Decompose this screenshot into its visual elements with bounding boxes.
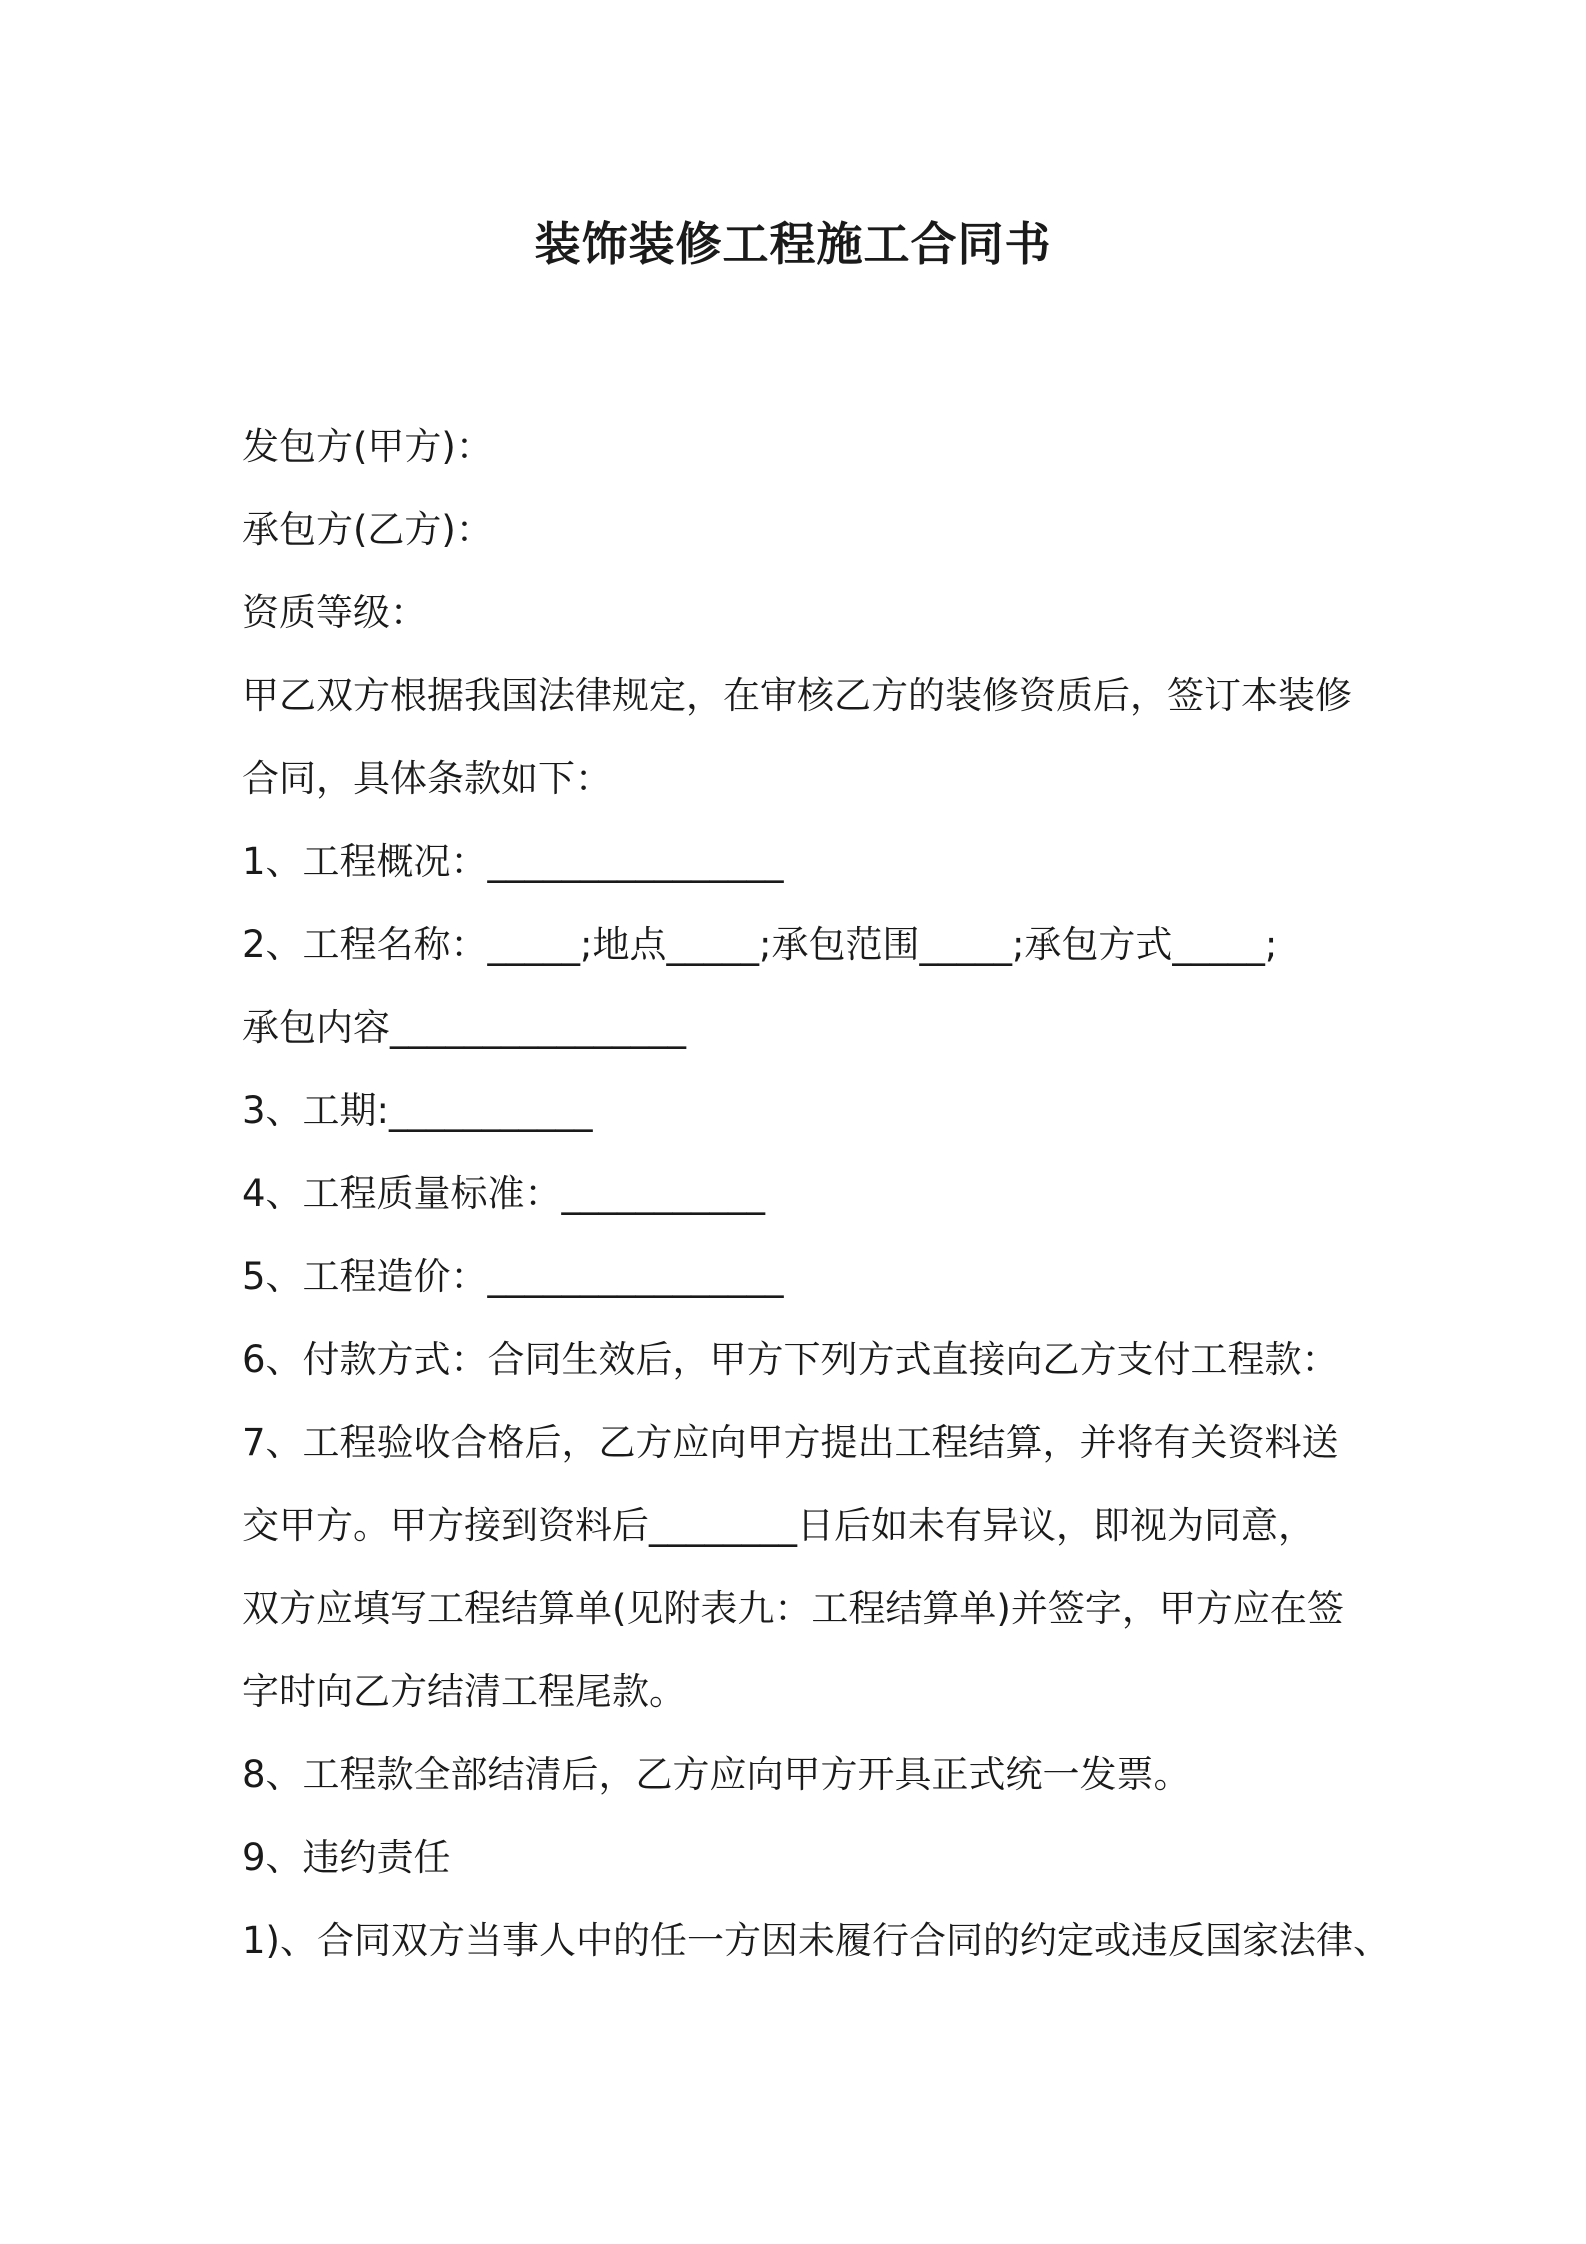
- clause-1-overview: 1、工程概况：________________: [242, 840, 784, 883]
- party-b-line: 承包方(乙方)：: [242, 508, 493, 551]
- clause-5-cost: 5、工程造价：________________: [242, 1255, 784, 1298]
- clause-4-quality-standard: 4、工程质量标准：___________: [242, 1172, 766, 1215]
- clause-2-project-name: 2、工程名称：_____;地点_____;承包范围_____;承包方式_____;: [242, 923, 1278, 966]
- clause-2-contract-content: 承包内容________________: [242, 1006, 686, 1049]
- clause-7-line-2: 交甲方。甲方接到资料后________日后如未有异议，即视为同意，: [242, 1504, 1315, 1547]
- clause-9-item-1: 1)、合同双方当事人中的任一方因未履行合同的约定或违反国家法律、: [242, 1919, 1390, 1962]
- clause-6-payment: 6、付款方式：合同生效后，甲方下列方式直接向乙方支付工程款：: [242, 1338, 1339, 1381]
- clause-3-duration: 3、工期:___________: [242, 1089, 593, 1132]
- clause-7-line-4: 字时向乙方结清工程尾款。: [242, 1670, 686, 1713]
- party-a-line: 发包方(甲方)：: [242, 425, 493, 468]
- clause-7-line-1: 7、工程验收合格后，乙方应向甲方提出工程结算，并将有关资料送: [242, 1421, 1339, 1464]
- document-body: [242, 405, 1390, 1982]
- clause-8-invoice: 8、工程款全部结清后，乙方应向甲方开具正式统一发票。: [242, 1753, 1191, 1796]
- qualification-line: 资质等级：: [242, 591, 427, 634]
- preamble-line-2: 合同，具体条款如下：: [242, 757, 612, 800]
- clause-9-liability: 9、违约责任: [242, 1836, 451, 1879]
- document-title: 装饰装修工程施工合同书: [534, 217, 1052, 271]
- preamble-line-1: 甲乙双方根据我国法律规定，在审核乙方的装修资质后，签订本装修: [242, 674, 1352, 717]
- clause-7-line-3: 双方应填写工程结算单(见附表九：工程结算单)并签字，甲方应在签: [242, 1587, 1344, 1630]
